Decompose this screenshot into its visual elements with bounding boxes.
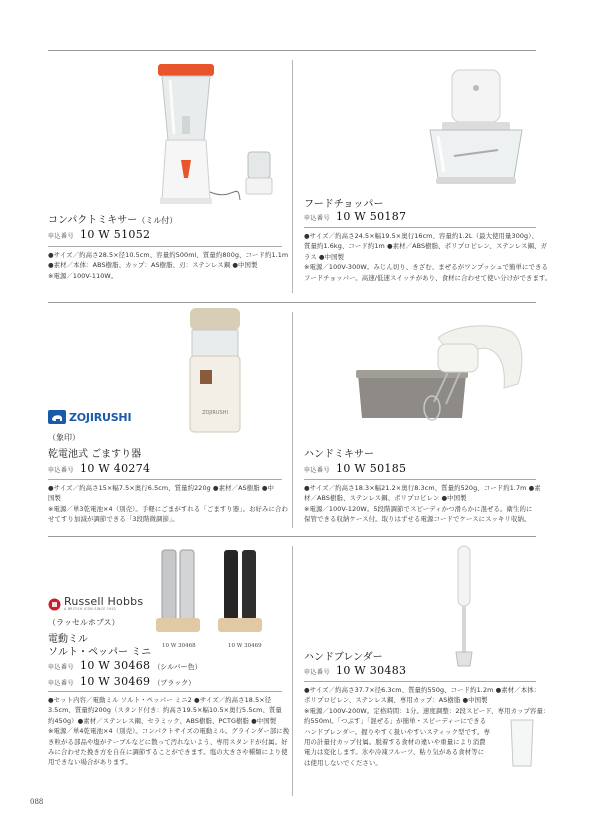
hand-mixer-code-label: 申込番号 [304, 467, 331, 474]
mixer-name: コンパクトミキサー [48, 215, 138, 226]
mixer-code-label: 申込番号 [48, 233, 75, 240]
mixer-name-note: （ミル付） [137, 216, 178, 225]
chopper-image [424, 66, 528, 188]
page-number: 088 [30, 798, 44, 806]
hand-mixer-code: 10 W 50185 [336, 462, 407, 475]
hand-mixer-name: ハンドミキサー [304, 449, 374, 460]
salt-mill-spec: ●セット内容／電動ミル ソルト・ペッパー ミニ2 ●サイズ／約高さ18.5×径 3.5cm、質量約200g（スタンド付き：約高さ19.5×幅10.5×奥行5.5cm、質量 約450g）●素材／ステンレス鋼、セラミック、ABS樹脂、PCTG樹脂 ●中国製 ※電源／単4乾電池×4（別売）。コンパクトサイズの電動ミル。グラインダー部に挽 き粒がる部品や塩がテーブルなどに散って汚れないよう、専用スタンドが付属。好 みに合わせた挽き方を自在に調節することができます。塩の大きさや種類により使 用できない場合があります。 [48, 696, 290, 767]
svg-text:ZOJIRUSHI: ZOJIRUSHI [202, 410, 228, 416]
chopper-name: フードチョッパー [304, 199, 384, 210]
salt-mill-name-line2: ソルト・ペッパー ミニ [48, 647, 152, 658]
hand-mixer-spec: ●サイズ／約高さ18.3×幅21.2×奥行8.3cm、質量約520g、コード約1.7m ●素 材／ABS樹脂、ステンレス鋼、ポリプロピレン ●中国製 ※電源／100V-120W。5段階調節でスピーディかつ滑らかに混ぜる。衛生的に 保管できる収納ケース付。取りはずせる電源コードでケースにスッキリ収納。 [304, 484, 541, 524]
zojirushi-logo: ZOJIRUSHI [48, 410, 131, 424]
salt-mill-image [150, 546, 290, 642]
hand-blender-image [448, 544, 480, 672]
salt-mill-variant-black: （ブラック） [153, 679, 196, 687]
mixer-image [148, 60, 288, 210]
salt-mill-code-label-1: 申込番号 [48, 664, 75, 671]
grinder-code: 10 W 40274 [80, 462, 151, 475]
hand-mixer-image [354, 318, 530, 428]
chopper-code-label: 申込番号 [304, 215, 331, 222]
salt-mill-variant-silver: （シルバー色） [153, 663, 202, 671]
hand-blender-name: ハンドブレンダー [304, 652, 383, 663]
hand-blender-code-label: 申込番号 [304, 669, 331, 676]
hand-blender-code: 10 W 30483 [336, 664, 407, 677]
salt-mill-code-label-2: 申込番号 [48, 680, 75, 687]
salt-mill-code-black: 10 W 30469 [80, 675, 151, 688]
mixer-code: 10 W 51052 [80, 228, 151, 241]
mixer-spec: ●サイズ／約高さ28.5×径10.5cm、容量約500ml、質量約800g、コード約1.1m ●素材／本体：ABS樹脂、カップ：AS樹脂、刃：ステンレス鋼 ●中国製 ※電源／100V-110W。 [48, 251, 289, 280]
grinder-image [184, 306, 246, 434]
chopper-code: 10 W 50187 [336, 210, 407, 223]
zojirushi-elephant-icon [48, 410, 66, 424]
salt-mill-name-line1: 電動ミル [48, 634, 88, 645]
salt-mill-caption-black: 10 W 30469 [228, 643, 262, 649]
hand-blender-spec: ●サイズ／約高さ37.7×径6.3cm、質量約550g、コード約1.2m ●素材／本体： ポリプロピレン、ステンレス鋼、専用カップ：AS樹脂 ●中国製 ※電源／100V-200W。定格時間：1分。速度調整：2段スピード、専用カップ容量： 約550ml。「つぶす」「混ぜる」が簡単・スピーディーにできる ハンドブレンダー。握りやすく扱いやすいスティック型です。専 用の計量付カップ付属。脱着する食材の違いや重量により消費 電力は変化します。氷や冷凍フルーツ、粘り気がある食材等に は使用しないでください。 [304, 686, 550, 767]
salt-mill-caption-silver: 10 W 30468 [162, 643, 196, 649]
grinder-code-label: 申込番号 [48, 467, 75, 474]
salt-mill-brand-note: （ラッセルホブス） [48, 618, 120, 627]
salt-mill-code-silver: 10 W 30468 [80, 659, 151, 672]
grinder-brand-note: （象印） [48, 433, 80, 442]
chopper-spec: ●サイズ／約高さ24.5×幅19.5×奥行16cm、容量約1.2L（最大使用量300g）、 質量約1.6kg、コード約1m ●素材／ABS樹脂、ポリプロピレン、ステンレス鋼、ガ ラス ●中国製 ※電源／100V-300W。みじん切り、きざむ、まぜるがワンプッシュで簡単にできる フードチョッパー。高速/低速スイッチがあり、食材に合わせて使い分けができます。 [304, 232, 552, 282]
grinder-name: 乾電池式 ごますり器 [48, 449, 142, 460]
russell-hobbs-logo: Russell Hobbs A BRITISH ICON SINCE 1952 [48, 596, 143, 612]
grinder-spec: ●サイズ／約高さ15×幅7.5×奥行6.5cm、質量約220g ●素材／AS樹脂 ●中 国製 ※電源／単3乾電池×4（別売）。手軽にごまがすれる「ごますり器」。お好みに合わ せてすり加減が調節できる「3段階微調節」。 [48, 484, 289, 524]
russell-hobbs-crest-icon [48, 598, 61, 611]
